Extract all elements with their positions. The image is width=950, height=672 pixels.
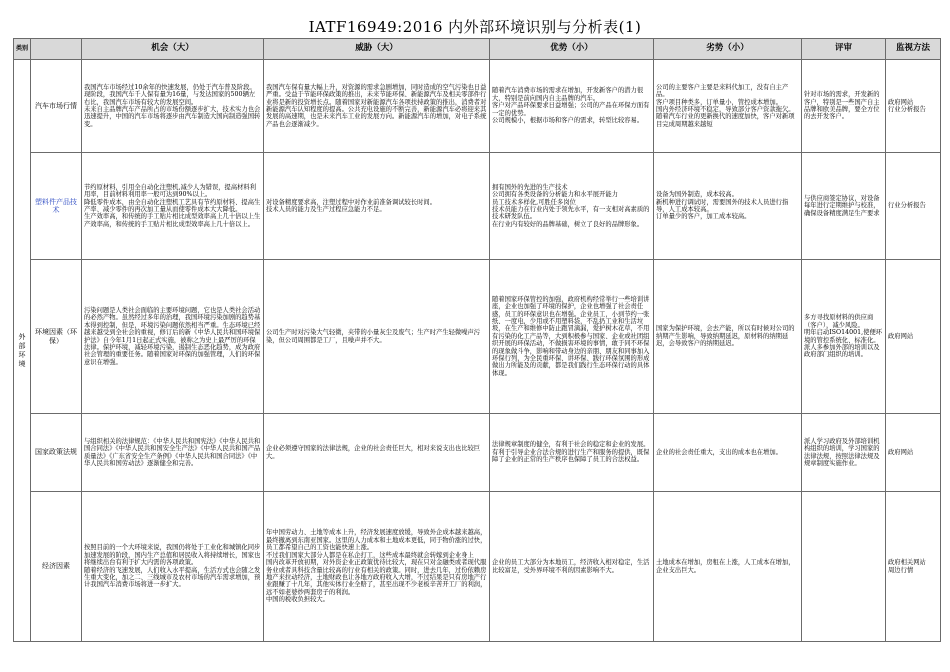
table-header-row: [14, 39, 941, 60]
monitor-cell: 政府网站 行业分析报告: [886, 60, 941, 153]
category-label: 外部环境: [18, 332, 26, 368]
monitor-cell: 政府网站: [886, 260, 941, 414]
table-row: [14, 414, 941, 492]
opportunity-cell: 污染问题是人类社会面临的主要环境问题，它也是人类社会活动的必然产物。虽然经过多年的治理，我国环境污染加剧的趋势基本得到控制，但是，环境污染问题依然相当严重。生态环境已经越来越受到全社会的重视，修订后的新《中华人民共和国环境保护法》自今年1月1日起正式实施，被称之为史上最严厉的环保法律。保护环境，减轻环境污染，遏制生态恶化趋势，成为政府社会管理的重要任务。随着国家对环保的加强管理，人们的环保意识在增强。: [82, 260, 264, 414]
review-cell: [802, 492, 886, 642]
strength-cell: 随着汽车消费市场的需求在增加，开发新客户的潜力很大，特别是前向国内自主品牌的汽车。 客户对产品环保要求日益增强；公司的产品在环保方面有一定的优势。 公司规模小，根据市场和客户的需求，转型比较容易。: [490, 60, 654, 153]
table-row: [14, 492, 941, 642]
strength-cell: 随着国家环保管控的加强，政府机构经常举行一些培训讲座，企业也加强了环境的保护，企业也增强了社会责任感，员工的环保意识也在增强。企业员工，小到节约一张纸、一度电，少用或不用塑料袋，不乱扔工业和生活垃圾，在生产和维修中防止跑冒滴漏，爱护树木花草，不用有污染的化工产品等，大到积极参与国家、企业或社团组织开展的环保活动，不做损害环境的事情，敢于同不环保的现象做斗争，影响和带动身边的亲朋、朋友和同事加入环保行列，为全民重环保、讲环保、践行环保氛围的形成做出力所能及的贡献，都是我们践行生态环保行动的具体体现。: [490, 260, 654, 414]
strength-cell: 企业的员工大部分为本地员工，经济收入相对稳定，生活比较富足，受外界环境不利的因素影响不大。: [490, 492, 654, 642]
opportunity-cell: 与组织相关的法律规范：《中华人民共和国宪法》《中华人民共和国合同法》《中华人民共和国安全生产法》《中华人民共和国产品质量法》《广东省安全生产条例》《中华人民共和国合同法》《中华人民共和国劳动法》逐渐健全和完善。: [82, 414, 264, 492]
opportunity-cell: 我国汽车市场经过10余年的快速发展，仍处于汽车普及阶段。现阶段，我国汽车千人保有量为16量，与发达国家的500辆左右比，我国汽车市场有较大的发展空间。 未来自主品牌汽车产品所占的市场份额逐步扩大，技术实力也会迅速提升，中国的汽车市场将逐步由汽车制造大国向制造强国转变。: [82, 60, 264, 153]
opportunity-cell: 按照目前的一个大环境来说，我国仍将处于工业化和城镇化同步加速发展的阶段，国内生产总值和居民收入将持续增长，国家也将继续出台有利于扩大内需的各项政策。 随着经济的飞速发展，人们收入水平提高，生活方式也会随之发生重大变化，加之二、三线城市及农村市场的汽车需求增加，预计我国汽车消费市场将进一步扩大。: [82, 492, 264, 642]
weakness-cell: 国家为保护环境，会去产能，所以有时候对公司的纳期产生影响，导致纳期延迟，原材料的纳期延迟，会导致客户的纳期延迟。: [654, 260, 802, 414]
header-monitor: 监视方法: [886, 39, 941, 60]
monitor-cell: 行业分析报告: [886, 153, 941, 260]
weakness-cell: 设备为国外制造，成本较高。 新机种进行调试时，需要国外的技术人员进行指导，人工成本较高。 订单量少的客户，加工成本较高。: [654, 153, 802, 260]
review-cell: 与供应商签定协议，对设备每年进行定期维护与校准，确保设备精度满足生产要求: [802, 153, 886, 260]
threat-cell: 我国汽车保有量大幅上升，对资源的需求急剧增加，同时造成的空气污染也日益严重。受益于节能环保政策的推出，未来节能环保、新能源汽车及相关零部件行业将是新的投资增长点。随着国家对新能源汽车各项扶持政策的推出，消费者对新能源汽车认知程度的提高。公共充电设施的不断完善，新能源汽车必将迎来其发展的高速期，也是未来汽车工业的发展方向。新能源汽车的增加，对电子系统产品也会逐渐减少。: [264, 60, 490, 153]
strength-cell: 法律规章制度的健全，有利于社会的稳定和企业的发展。有利于引导企业合法合规的进行生产和服务的提供，既保障了企业的正常的生产秩序也保障了员工的合法权益。: [490, 414, 654, 492]
threat-cell: 对设备精度要求高，注塑过程中对作业前准备调试较长时间。 技术人员的能力及生产过程应急能力不足。: [264, 153, 490, 260]
table-row: [14, 153, 941, 260]
header-opportunity: 机会（大）: [82, 39, 264, 60]
review-cell: 派人学习政府及外部培训机构组织的培训，学习国家的法律法规，按照法律法规及规章制度实施作业。: [802, 414, 886, 492]
monitor-cell: 政府网站: [886, 414, 941, 492]
header-category: 类别: [14, 39, 31, 60]
weakness-cell: 企业的社会责任重大，支出的成本也在增加。: [654, 414, 802, 492]
weakness-cell: 土地成本在增加，房租在上涨，人工成本在增加，企业支出巨大。: [654, 492, 802, 642]
table-row: [14, 260, 941, 414]
review-cell: 多方寻找原材料的供应商（客户），减少风险。 明年启动ISO14001,使便环境的管控系统化、标准化。 派人多参加外部的培训以及政府部门组织的培训。: [802, 260, 886, 414]
environment-analysis-table: [13, 38, 941, 642]
opportunity-cell: 节约原材料，引用全自动化注塑机,减少人为错误，提高材料利用率，目前材料利用率一般可达到90%以上。 降低零件成本，由全自动化注塑机工艺具有节约原材料、提高生产率、减少零件的再次加工量从而使零件成本大大降低。 生产效率高，和传统的手工贴片相比成型效率高上几十倍以上生产效率高，和传统的手工贴片相比成型效率高上几十倍以上。: [82, 153, 264, 260]
page-title: IATF16949:2016 内外部环境识别与分析表(1): [308, 18, 642, 36]
factor-cell: 汽车市场行情: [31, 60, 82, 153]
weakness-cell: 公司的主要客户主要是来料代加工，没有自主产品。 客户项目种类多，订单量小，管控成本增加。 国内外经济环境不稳定，导致部分客户资款拖欠。 随着汽车行业的更新换代的速度加快，客户对新项目完成周期越来越短: [654, 60, 802, 153]
factor-cell: 国家政策法规: [31, 414, 82, 492]
threat-cell: 企业必须遵守国家的法律法规，企业的社会责任巨大，相对来说支出也比较巨大。: [264, 414, 490, 492]
monitor-cell: 政府相关网站 周边行情: [886, 492, 941, 642]
header-review: 评审: [802, 39, 886, 60]
table-row: [14, 60, 941, 153]
review-cell: 针对市场的需求，开发新的客户，特别是一些国产自主品牌和欧美品牌，要全方位的去开发客户。: [802, 60, 886, 153]
header-factor: [31, 39, 82, 60]
header-weakness: 劣势（小）: [654, 39, 802, 60]
threat-cell: 公司生产时对污染大气轻微，夹带的小量灰尘及废气；生产时产生轻微噪声污染，但公司周围都是工厂，且噪声并不大。: [264, 260, 490, 414]
factor-cell: 塑料件产品技术: [31, 153, 82, 260]
strength-cell: 拥有国外的先进的生产技术 公司拥有各类设备的分析能力和水平展开能力 员工技术多样化,可胜任多岗位 技术员能力在行业内处于领先水平，有一支相对高素质的技术研发队伍。 在行业内有较好的品牌基础，树立了良好的品牌形象。: [490, 153, 654, 260]
header-threat: 威胁（大）: [264, 39, 490, 60]
category-external: [14, 60, 31, 642]
header-strength: 优势（小）: [490, 39, 654, 60]
factor-cell: 经济因素: [31, 492, 82, 642]
threat-cell: 年中国劳动力、土地等成本上升，经济发展速度放缓，导致外企成本越来越高，最终撤离到东南亚国家。这里的人力成本和土地成本更低，同于物价涨的过快，员工都希望自己的工资也能快速上涨。 不过我们国家大部分人都是在私企打工，这些成本最终就会转嫁到企业身上 国内改革开放初期，对外资企业正政策优待比较大，现在只对金融类或者现代服务业或者具科技含量比较高的行业有相关的政策。同时，进去几年，过份依赖房地产来拉动经济，土地财政也让各地方政府收入大增，不过结果是只有房地产行业跟赚了十几年，其他实体行业全赔了，甚至出现不少老板辛苦开工厂的利润，远不如老婆炒两套房子的利润。 中国的税收负担较大。: [264, 492, 490, 642]
factor-cell: 环境因素（环保）: [31, 260, 82, 414]
